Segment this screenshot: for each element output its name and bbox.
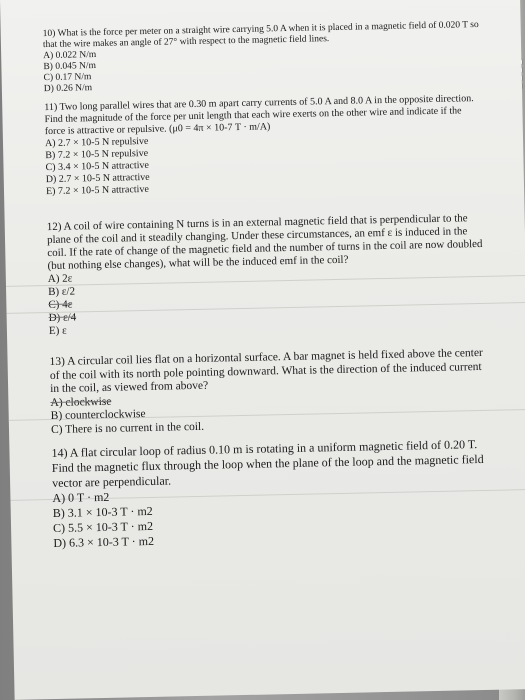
answer-option: D) 2.7 × 10-5 N attractive [45,171,150,186]
answer-option: B) 0.045 N/m [43,61,97,73]
answer-option: A) 0 T · m2 [52,489,110,506]
question-stem: 12) A coil of wire containing N turns is in an external magnetic field that is perpendicular to the plane of the coil and it steadily changing. Under these circumstances, an emf ε is induced in the coil. If the rate of change of the magnetic field and the number of turns in the coil are now doubled (but nothing else changes), what will be the induced emf in the coil? [46,212,483,273]
answer-option: B) ε/2 [48,285,76,299]
answer-option: D) 0.26 N/m [43,83,93,95]
question-12 [47,212,489,338]
question-stem: 13) A circular coil lies flat on a horizontal surface. A bar magnet is held fixed above the center of the coil with its north pole pointing downward. What is the direction of the induced current in the coil, as viewed from above? [49,346,483,396]
answer-option: E) 7.2 × 10-5 N attractive [45,183,149,198]
question-10 [43,20,484,95]
answer-option: D) ε/4 [48,311,77,325]
answer-option: B) counterclockwise [50,408,146,423]
answer-option: C) 5.5 × 10-3 T · m2 [52,518,154,536]
answer-option: C) 3.4 × 10-5 N attractive [45,159,150,174]
answer-option: E) ε [48,324,67,338]
answer-option: A) 2ε [47,272,73,286]
answer-option: D) 6.3 × 10-3 T · m2 [53,533,155,550]
answer-option: A) clockwise [50,395,112,409]
answer-option: B) 7.2 × 10-5 N repulsive [45,147,149,162]
answer-option: C) 0.17 N/m [43,72,92,84]
answer-option: C) There is no current in the coil. [50,420,205,436]
answer-option: A) 0.022 N/m [43,49,97,62]
answer-option: A) 2.7 × 10-5 N repulsive [44,135,149,150]
question-stem: 14) A flat circular loop of radius 0.10 m is rotating in a uniform magnetic field of 0.20 T. Find the magnetic flux through the loop when the plane of the loop and the magnetic field vector are perpendicular. [51,437,484,491]
question-13 [49,347,491,437]
answer-option: B) 3.1 × 10-3 T · m2 [52,503,153,521]
question-stem: 10) What is the force per meter on a straight wire carrying 5.0 A when it is placed in a magnetic field of 0.020 T so that the wire makes an angle of 27° with respect to the magnetic field lines. [42,19,479,51]
question-stem: 11) Two long parallel wires that are 0.30 m apart carry currents of 5.0 A and 8.0 A in the opposite direction. Find the magnitude of the force per unit length that each wire exerts on the other wire and indicate if the force is attractive or repulsive. (μ0 = 4π × 10-7 T · m/A) [44,93,474,138]
question-11 [44,93,486,198]
question-14 [51,437,493,551]
answer-option: C) 4ε [48,298,73,312]
